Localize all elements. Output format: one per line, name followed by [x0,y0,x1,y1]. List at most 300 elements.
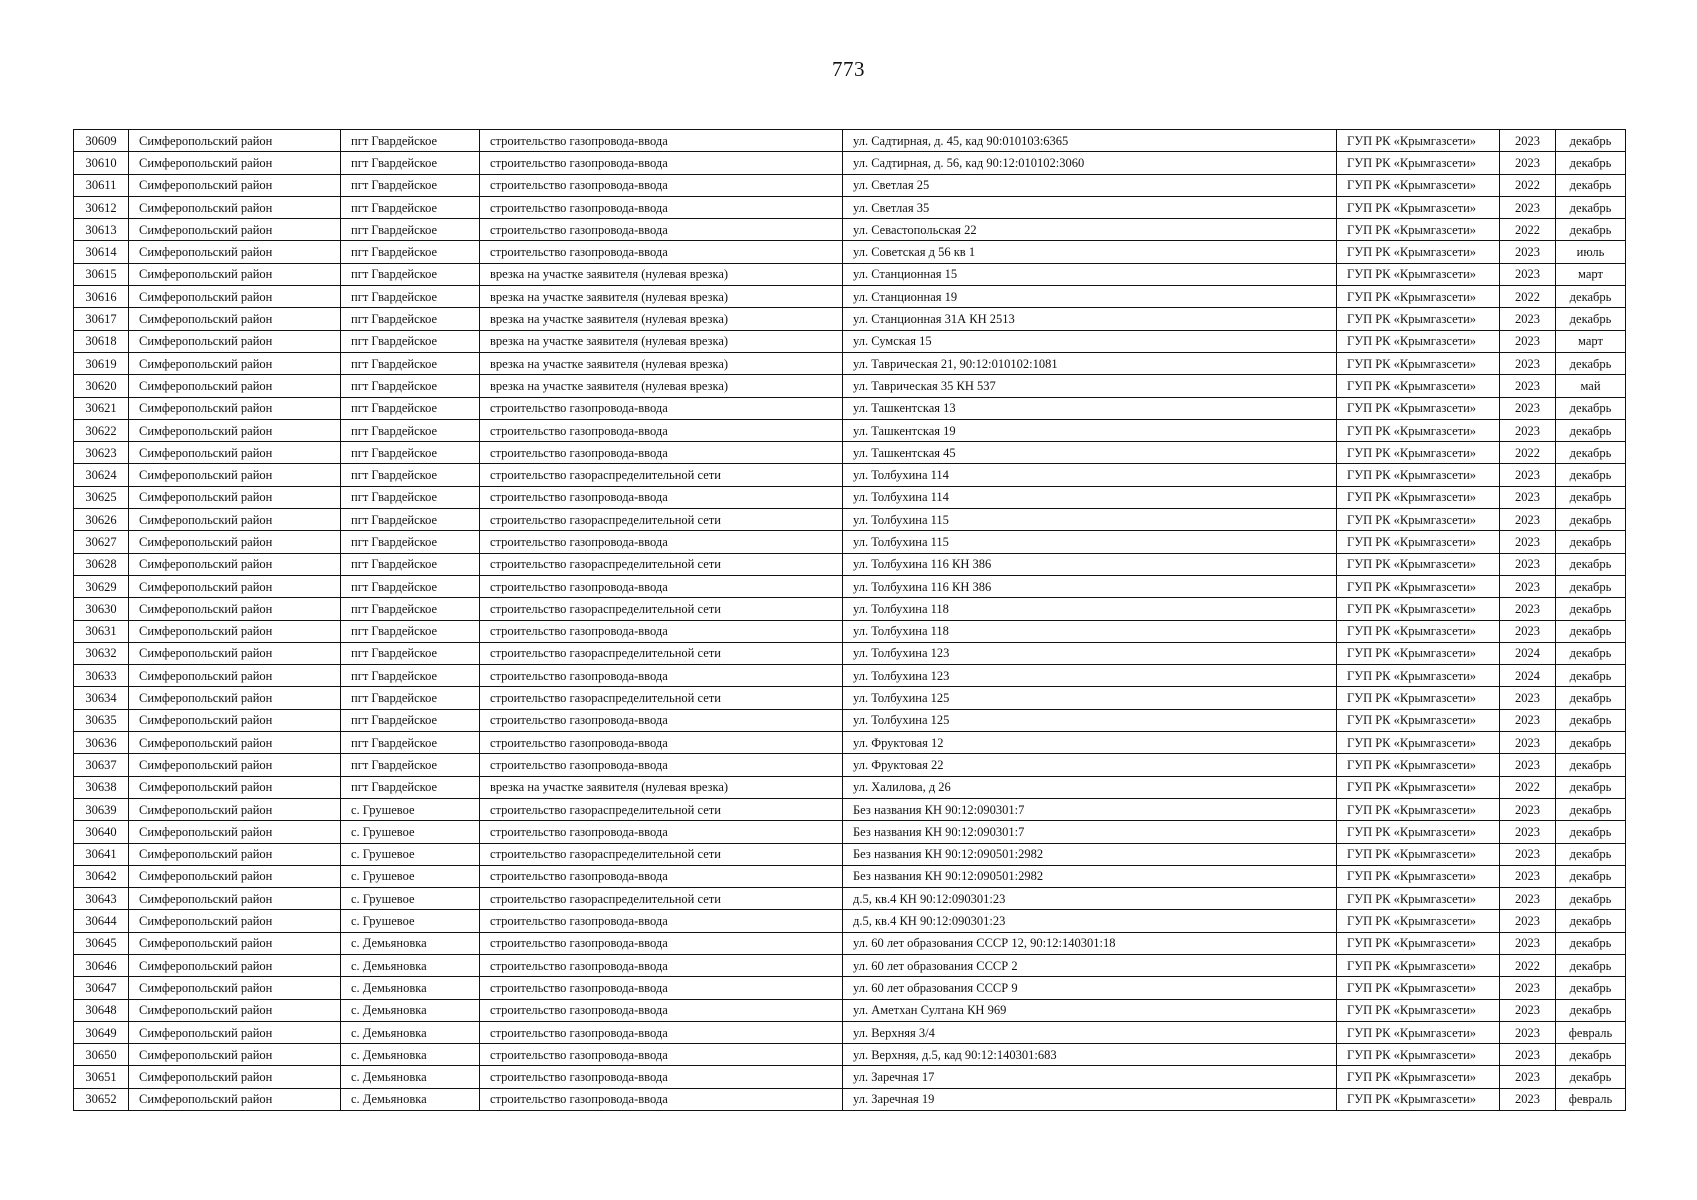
organization-cell: ГУП РК «Крымгазсети» [1337,286,1500,308]
organization-cell: ГУП РК «Крымгазсети» [1337,798,1500,820]
locality-cell: пгт Гвардейское [341,352,480,374]
work-type-cell: строительство газопровода-ввода [480,152,843,174]
organization-cell: ГУП РК «Крымгазсети» [1337,977,1500,999]
district-cell: Симферопольский район [129,732,341,754]
work-type-cell: строительство газопровода-ввода [480,999,843,1021]
work-type-cell: врезка на участке заявителя (нулевая врезка) [480,776,843,798]
row-number-cell: 30618 [74,330,129,352]
district-cell: Симферопольский район [129,776,341,798]
district-cell: Симферопольский район [129,330,341,352]
page-number: 773 [832,57,865,81]
year-cell: 2023 [1500,1021,1556,1043]
district-cell: Симферопольский район [129,642,341,664]
district-cell: Симферопольский район [129,709,341,731]
work-type-cell: строительство газопровода-ввода [480,575,843,597]
locality-cell: пгт Гвардейское [341,642,480,664]
row-number-cell: 30632 [74,642,129,664]
table-row [74,308,1626,330]
organization-cell: ГУП РК «Крымгазсети» [1337,575,1500,597]
locality-cell: с. Демьяновка [341,977,480,999]
work-type-cell: строительство газопровода-ввода [480,821,843,843]
address-cell: ул. Халилова, д 26 [843,776,1337,798]
row-number-cell: 30649 [74,1021,129,1043]
district-cell: Симферопольский район [129,954,341,976]
address-cell: ул. Толбухина 118 [843,620,1337,642]
table-row [74,999,1626,1021]
month-cell: июль [1556,241,1626,263]
table-row [74,598,1626,620]
locality-cell: с. Грушевое [341,910,480,932]
month-cell: декабрь [1556,665,1626,687]
month-cell: декабрь [1556,352,1626,374]
district-cell: Симферопольский район [129,1088,341,1110]
row-number-cell: 30641 [74,843,129,865]
month-cell: декабрь [1556,1066,1626,1088]
work-type-cell: строительство газопровода-ввода [480,531,843,553]
month-cell: декабрь [1556,642,1626,664]
locality-cell: с. Демьяновка [341,999,480,1021]
organization-cell: ГУП РК «Крымгазсети» [1337,732,1500,754]
locality-cell: с. Грушевое [341,798,480,820]
work-type-cell: строительство газопровода-ввода [480,241,843,263]
row-number-cell: 30609 [74,130,129,152]
table-row [74,442,1626,464]
row-number-cell: 30615 [74,263,129,285]
locality-cell: пгт Гвардейское [341,263,480,285]
year-cell: 2023 [1500,352,1556,374]
row-number-cell: 30634 [74,687,129,709]
district-cell: Симферопольский район [129,196,341,218]
work-type-cell: строительство газопровода-ввода [480,910,843,932]
year-cell: 2023 [1500,486,1556,508]
locality-cell: пгт Гвардейское [341,286,480,308]
month-cell: февраль [1556,1021,1626,1043]
district-cell: Симферопольский район [129,241,341,263]
year-cell: 2023 [1500,932,1556,954]
row-number-cell: 30633 [74,665,129,687]
address-cell: ул. Сумская 15 [843,330,1337,352]
month-cell: декабрь [1556,798,1626,820]
month-cell: декабрь [1556,553,1626,575]
organization-cell: ГУП РК «Крымгазсети» [1337,709,1500,731]
work-type-cell: строительство газопровода-ввода [480,977,843,999]
work-type-cell: строительство газопровода-ввода [480,219,843,241]
row-number-cell: 30626 [74,509,129,531]
work-type-cell: строительство газопровода-ввода [480,665,843,687]
locality-cell: с. Демьяновка [341,1066,480,1088]
district-cell: Симферопольский район [129,798,341,820]
row-number-cell: 30637 [74,754,129,776]
address-cell: ул. Заречная 17 [843,1066,1337,1088]
district-cell: Симферопольский район [129,219,341,241]
table-row [74,1088,1626,1110]
row-number-cell: 30616 [74,286,129,308]
row-number-cell: 30650 [74,1044,129,1066]
address-cell: ул. Фруктовая 22 [843,754,1337,776]
month-cell: декабрь [1556,152,1626,174]
year-cell: 2023 [1500,308,1556,330]
month-cell: декабрь [1556,196,1626,218]
year-cell: 2023 [1500,130,1556,152]
row-number-cell: 30631 [74,620,129,642]
year-cell: 2023 [1500,910,1556,932]
district-cell: Симферопольский район [129,553,341,575]
table-row [74,709,1626,731]
organization-cell: ГУП РК «Крымгазсети» [1337,464,1500,486]
locality-cell: пгт Гвардейское [341,130,480,152]
locality-cell: пгт Гвардейское [341,553,480,575]
district-cell: Симферопольский район [129,397,341,419]
address-cell: ул. Заречная 19 [843,1088,1337,1110]
row-number-cell: 30625 [74,486,129,508]
table-row [74,219,1626,241]
row-number-cell: 30643 [74,888,129,910]
month-cell: декабрь [1556,442,1626,464]
table-row [74,687,1626,709]
table-row [74,263,1626,285]
locality-cell: пгт Гвардейское [341,442,480,464]
district-cell: Симферопольский район [129,665,341,687]
organization-cell: ГУП РК «Крымгазсети» [1337,152,1500,174]
row-number-cell: 30648 [74,999,129,1021]
gas-works-table-container [73,129,1625,1111]
year-cell: 2023 [1500,888,1556,910]
table-row [74,352,1626,374]
district-cell: Симферопольский район [129,888,341,910]
address-cell: ул. Советская д 56 кв 1 [843,241,1337,263]
locality-cell: пгт Гвардейское [341,464,480,486]
locality-cell: с. Демьяновка [341,1088,480,1110]
work-type-cell: строительство газопровода-ввода [480,954,843,976]
address-cell: ул. Толбухина 116 КН 386 [843,553,1337,575]
address-cell: ул. 60 лет образования СССР 12, 90:12:140301:18 [843,932,1337,954]
year-cell: 2022 [1500,442,1556,464]
address-cell: ул. Аметхан Султана КН 969 [843,999,1337,1021]
locality-cell: с. Демьяновка [341,1044,480,1066]
work-type-cell: врезка на участке заявителя (нулевая врезка) [480,308,843,330]
locality-cell: пгт Гвардейское [341,665,480,687]
table-row [74,130,1626,152]
work-type-cell: строительство газопровода-ввода [480,754,843,776]
row-number-cell: 30617 [74,308,129,330]
locality-cell: с. Грушевое [341,865,480,887]
organization-cell: ГУП РК «Крымгазсети» [1337,1044,1500,1066]
work-type-cell: строительство газопровода-ввода [480,865,843,887]
row-number-cell: 30639 [74,798,129,820]
address-cell: ул. Светлая 25 [843,174,1337,196]
district-cell: Симферопольский район [129,1066,341,1088]
locality-cell: с. Грушевое [341,843,480,865]
organization-cell: ГУП РК «Крымгазсети» [1337,531,1500,553]
year-cell: 2023 [1500,843,1556,865]
work-type-cell: строительство газопровода-ввода [480,486,843,508]
table-row [74,732,1626,754]
year-cell: 2023 [1500,1066,1556,1088]
work-type-cell: строительство газопровода-ввода [480,709,843,731]
row-number-cell: 30651 [74,1066,129,1088]
work-type-cell: строительство газораспределительной сети [480,509,843,531]
work-type-cell: строительство газопровода-ввода [480,419,843,441]
year-cell: 2023 [1500,241,1556,263]
address-cell: ул. Станционная 31А КН 2513 [843,308,1337,330]
work-type-cell: строительство газораспределительной сети [480,598,843,620]
table-row [74,642,1626,664]
organization-cell: ГУП РК «Крымгазсети» [1337,308,1500,330]
month-cell: декабрь [1556,620,1626,642]
table-row [74,419,1626,441]
year-cell: 2023 [1500,263,1556,285]
work-type-cell: строительство газопровода-ввода [480,732,843,754]
district-cell: Симферопольский район [129,575,341,597]
work-type-cell: строительство газопровода-ввода [480,932,843,954]
table-row [74,620,1626,642]
district-cell: Симферопольский район [129,486,341,508]
locality-cell: с. Демьяновка [341,1021,480,1043]
row-number-cell: 30640 [74,821,129,843]
year-cell: 2022 [1500,286,1556,308]
work-type-cell: врезка на участке заявителя (нулевая врезка) [480,330,843,352]
district-cell: Симферопольский район [129,865,341,887]
organization-cell: ГУП РК «Крымгазсети» [1337,330,1500,352]
row-number-cell: 30630 [74,598,129,620]
address-cell: ул. Толбухина 123 [843,642,1337,664]
work-type-cell: строительство газопровода-ввода [480,1044,843,1066]
row-number-cell: 30636 [74,732,129,754]
district-cell: Симферопольский район [129,687,341,709]
gas-works-table [73,129,1626,1111]
month-cell: май [1556,375,1626,397]
organization-cell: ГУП РК «Крымгазсети» [1337,665,1500,687]
address-cell: ул. Толбухина 115 [843,531,1337,553]
year-cell: 2023 [1500,196,1556,218]
address-cell: ул. Садтирная, д. 45, кад 90:010103:6365 [843,130,1337,152]
table-row [74,798,1626,820]
year-cell: 2024 [1500,665,1556,687]
year-cell: 2023 [1500,531,1556,553]
organization-cell: ГУП РК «Крымгазсети» [1337,130,1500,152]
year-cell: 2024 [1500,642,1556,664]
year-cell: 2023 [1500,821,1556,843]
work-type-cell: строительство газораспределительной сети [480,642,843,664]
year-cell: 2023 [1500,999,1556,1021]
locality-cell: пгт Гвардейское [341,219,480,241]
organization-cell: ГУП РК «Крымгазсети» [1337,776,1500,798]
locality-cell: пгт Гвардейское [341,687,480,709]
address-cell: ул. Таврическая 21, 90:12:010102:1081 [843,352,1337,374]
month-cell: декабрь [1556,932,1626,954]
organization-cell: ГУП РК «Крымгазсети» [1337,687,1500,709]
row-number-cell: 30621 [74,397,129,419]
work-type-cell: строительство газораспределительной сети [480,843,843,865]
address-cell: ул. 60 лет образования СССР 9 [843,977,1337,999]
work-type-cell: строительство газопровода-ввода [480,130,843,152]
table-row [74,509,1626,531]
row-number-cell: 30629 [74,575,129,597]
table-row [74,1066,1626,1088]
table-body [74,130,1626,1111]
organization-cell: ГУП РК «Крымгазсети» [1337,442,1500,464]
month-cell: декабрь [1556,598,1626,620]
year-cell: 2022 [1500,776,1556,798]
year-cell: 2023 [1500,977,1556,999]
work-type-cell: врезка на участке заявителя (нулевая врезка) [480,375,843,397]
district-cell: Симферопольский район [129,999,341,1021]
month-cell: февраль [1556,1088,1626,1110]
month-cell: декабрь [1556,910,1626,932]
table-row [74,977,1626,999]
row-number-cell: 30624 [74,464,129,486]
address-cell: ул. Таврическая 35 КН 537 [843,375,1337,397]
table-row [74,776,1626,798]
address-cell: ул. Садтирная, д. 56, кад 90:12:010102:3060 [843,152,1337,174]
locality-cell: пгт Гвардейское [341,776,480,798]
row-number-cell: 30645 [74,932,129,954]
year-cell: 2023 [1500,509,1556,531]
month-cell: декабрь [1556,687,1626,709]
district-cell: Симферопольский район [129,754,341,776]
row-number-cell: 30623 [74,442,129,464]
locality-cell: пгт Гвардейское [341,598,480,620]
month-cell: декабрь [1556,130,1626,152]
work-type-cell: строительство газопровода-ввода [480,1066,843,1088]
organization-cell: ГУП РК «Крымгазсети» [1337,397,1500,419]
address-cell: ул. Толбухина 114 [843,464,1337,486]
year-cell: 2023 [1500,598,1556,620]
table-row [74,910,1626,932]
locality-cell: с. Грушевое [341,888,480,910]
table-row [74,553,1626,575]
month-cell: декабрь [1556,888,1626,910]
address-cell: Без названия КН 90:12:090501:2982 [843,865,1337,887]
month-cell: декабрь [1556,977,1626,999]
address-cell: ул. Севастопольская 22 [843,219,1337,241]
row-number-cell: 30638 [74,776,129,798]
year-cell: 2023 [1500,754,1556,776]
table-row [74,152,1626,174]
address-cell: ул. 60 лет образования СССР 2 [843,954,1337,976]
year-cell: 2023 [1500,798,1556,820]
year-cell: 2023 [1500,575,1556,597]
table-row [74,865,1626,887]
year-cell: 2022 [1500,174,1556,196]
address-cell: д.5, кв.4 КН 90:12:090301:23 [843,910,1337,932]
work-type-cell: строительство газопровода-ввода [480,620,843,642]
year-cell: 2023 [1500,732,1556,754]
address-cell: ул. Толбухина 125 [843,709,1337,731]
table-row [74,397,1626,419]
row-number-cell: 30619 [74,352,129,374]
address-cell: ул. Толбухина 125 [843,687,1337,709]
district-cell: Симферопольский район [129,286,341,308]
address-cell: ул. Ташкентская 19 [843,419,1337,441]
month-cell: декабрь [1556,397,1626,419]
district-cell: Симферопольский район [129,1044,341,1066]
month-cell: декабрь [1556,954,1626,976]
work-type-cell: врезка на участке заявителя (нулевая врезка) [480,352,843,374]
row-number-cell: 30627 [74,531,129,553]
row-number-cell: 30647 [74,977,129,999]
district-cell: Симферопольский район [129,932,341,954]
year-cell: 2023 [1500,1044,1556,1066]
table-row [74,575,1626,597]
row-number-cell: 30610 [74,152,129,174]
address-cell: Без названия КН 90:12:090501:2982 [843,843,1337,865]
row-number-cell: 30646 [74,954,129,976]
locality-cell: пгт Гвардейское [341,709,480,731]
locality-cell: пгт Гвардейское [341,308,480,330]
work-type-cell: строительство газораспределительной сети [480,464,843,486]
table-row [74,486,1626,508]
address-cell: ул. Толбухина 118 [843,598,1337,620]
district-cell: Симферопольский район [129,419,341,441]
organization-cell: ГУП РК «Крымгазсети» [1337,932,1500,954]
month-cell: декабрь [1556,732,1626,754]
locality-cell: пгт Гвардейское [341,419,480,441]
locality-cell: пгт Гвардейское [341,330,480,352]
district-cell: Симферопольский район [129,531,341,553]
address-cell: Без названия КН 90:12:090301:7 [843,821,1337,843]
year-cell: 2023 [1500,375,1556,397]
organization-cell: ГУП РК «Крымгазсети» [1337,352,1500,374]
address-cell: ул. Верхняя 3/4 [843,1021,1337,1043]
address-cell: ул. Толбухина 123 [843,665,1337,687]
table-row [74,821,1626,843]
table-row [74,754,1626,776]
row-number-cell: 30611 [74,174,129,196]
year-cell: 2023 [1500,1088,1556,1110]
organization-cell: ГУП РК «Крымгазсети» [1337,1021,1500,1043]
work-type-cell: строительство газораспределительной сети [480,687,843,709]
row-number-cell: 30614 [74,241,129,263]
year-cell: 2023 [1500,709,1556,731]
month-cell: март [1556,330,1626,352]
locality-cell: пгт Гвардейское [341,531,480,553]
district-cell: Симферопольский район [129,174,341,196]
month-cell: декабрь [1556,308,1626,330]
address-cell: ул. Толбухина 116 КН 386 [843,575,1337,597]
district-cell: Симферопольский район [129,464,341,486]
locality-cell: пгт Гвардейское [341,241,480,263]
organization-cell: ГУП РК «Крымгазсети» [1337,419,1500,441]
table-row [74,330,1626,352]
district-cell: Симферопольский район [129,598,341,620]
month-cell: декабрь [1556,486,1626,508]
organization-cell: ГУП РК «Крымгазсети» [1337,1066,1500,1088]
address-cell: ул. Толбухина 114 [843,486,1337,508]
organization-cell: ГУП РК «Крымгазсети» [1337,1088,1500,1110]
organization-cell: ГУП РК «Крымгазсети» [1337,553,1500,575]
year-cell: 2023 [1500,553,1556,575]
locality-cell: пгт Гвардейское [341,486,480,508]
month-cell: декабрь [1556,286,1626,308]
month-cell: декабрь [1556,821,1626,843]
month-cell: декабрь [1556,843,1626,865]
row-number-cell: 30622 [74,419,129,441]
year-cell: 2022 [1500,954,1556,976]
year-cell: 2023 [1500,464,1556,486]
month-cell: декабрь [1556,531,1626,553]
district-cell: Симферопольский район [129,152,341,174]
locality-cell: с. Демьяновка [341,932,480,954]
row-number-cell: 30628 [74,553,129,575]
organization-cell: ГУП РК «Крымгазсети» [1337,241,1500,263]
organization-cell: ГУП РК «Крымгазсети» [1337,888,1500,910]
work-type-cell: строительство газопровода-ввода [480,1088,843,1110]
locality-cell: с. Демьяновка [341,954,480,976]
address-cell: д.5, кв.4 КН 90:12:090301:23 [843,888,1337,910]
address-cell: ул. Фруктовая 12 [843,732,1337,754]
address-cell: ул. Ташкентская 45 [843,442,1337,464]
